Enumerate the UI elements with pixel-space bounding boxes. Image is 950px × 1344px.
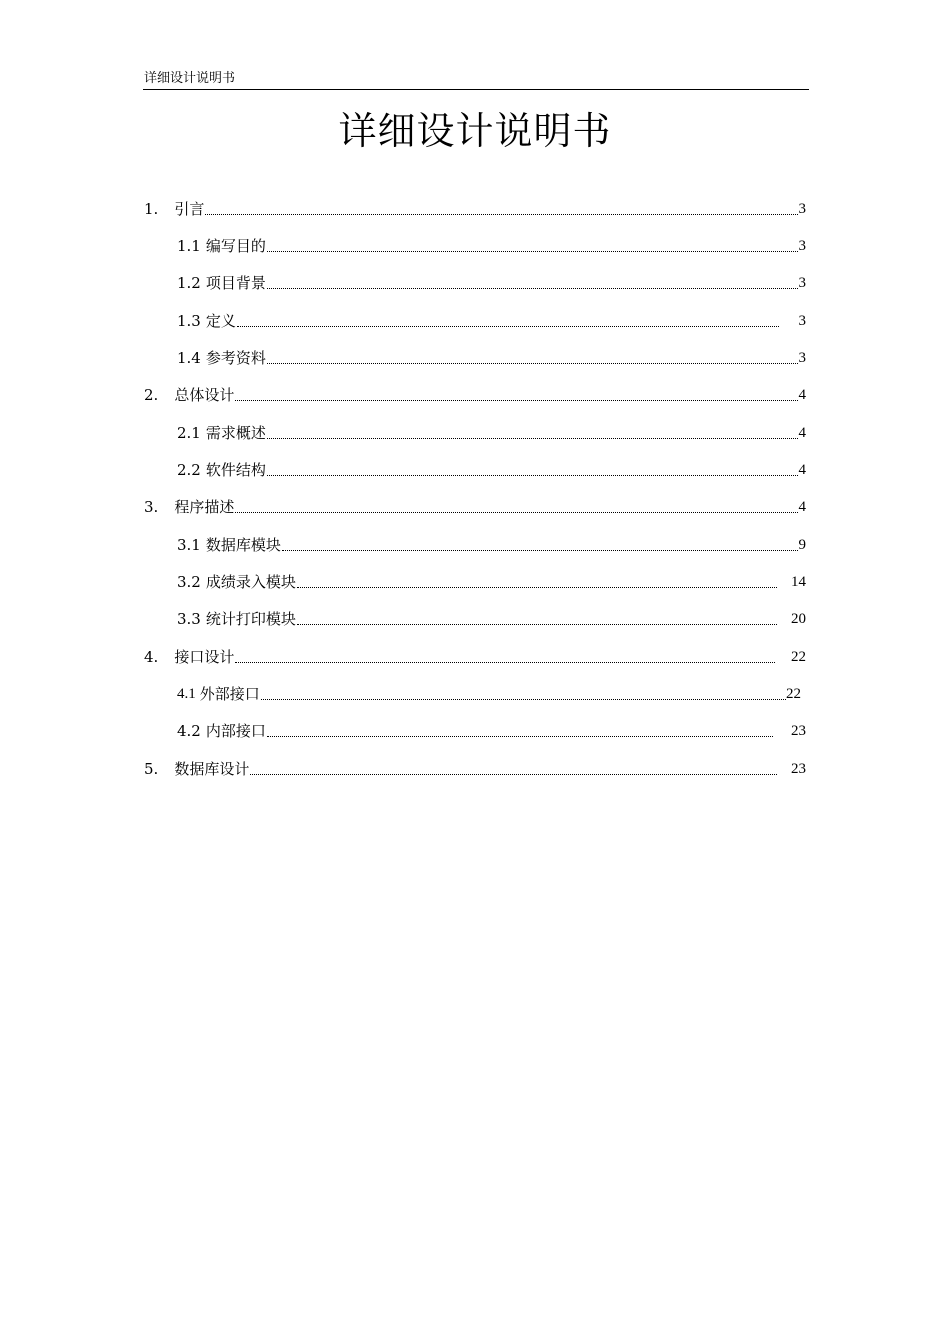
toc-leader <box>261 699 786 700</box>
toc-number: 4. <box>144 648 159 666</box>
toc-leader <box>297 624 777 625</box>
toc-label: 内部接口 <box>205 722 266 740</box>
toc-number: 1.2 <box>177 274 201 292</box>
toc-leader <box>297 587 777 588</box>
toc-page: 3 <box>798 313 806 329</box>
document-title: 详细设计说明书 <box>338 109 612 153</box>
toc-entry-2-1[interactable] <box>177 423 806 443</box>
toc-number: 2. <box>144 386 159 404</box>
toc-label: 编写目的 <box>205 237 266 255</box>
toc-number: 2.2 <box>177 461 201 479</box>
toc-page: 3 <box>798 201 806 217</box>
toc-page: 20 <box>791 611 806 627</box>
toc-label: 成绩录入模块 <box>205 573 296 591</box>
toc-label: 数据库设计 <box>174 760 250 778</box>
toc-leader <box>267 288 798 289</box>
toc-leader <box>205 214 797 215</box>
toc-number: 2.1 <box>177 424 201 442</box>
toc-number: 1.4 <box>177 349 201 367</box>
toc-number: 1. <box>144 200 159 218</box>
toc-number: 3.2 <box>177 573 201 591</box>
toc-entry-2-2[interactable] <box>177 460 806 480</box>
toc-label: 定义 <box>205 312 236 330</box>
toc-number: 5. <box>144 760 159 778</box>
toc-entry-1-2[interactable] <box>177 273 806 293</box>
toc-page: 3 <box>798 275 806 291</box>
toc-leader <box>250 774 777 775</box>
toc-number: 3.3 <box>177 610 201 628</box>
toc-entry-2[interactable] <box>144 385 806 405</box>
toc-page: 14 <box>791 574 806 590</box>
toc-label: 统计打印模块 <box>205 610 296 628</box>
toc-page: 4 <box>798 462 806 478</box>
toc-label: 引言 <box>174 200 205 218</box>
toc-label: 接口设计 <box>174 648 235 666</box>
toc-number: 4.1 <box>177 686 196 702</box>
toc-page: 9 <box>798 537 806 553</box>
toc-number: 3. <box>144 498 159 516</box>
toc-label: 外部接口 <box>199 685 260 703</box>
toc-entry-1-3[interactable] <box>177 311 806 331</box>
toc-number: 3.1 <box>177 536 201 554</box>
toc-label: 程序描述 <box>174 498 235 516</box>
toc-entry-1[interactable] <box>144 199 806 219</box>
toc-page: 22 <box>786 686 801 702</box>
toc-label: 数据库模块 <box>205 536 281 554</box>
toc-page: 4 <box>798 425 806 441</box>
toc-leader <box>267 736 773 737</box>
toc-leader <box>282 550 798 551</box>
toc-entry-3-3[interactable] <box>177 609 806 629</box>
toc-entry-4-2[interactable] <box>177 721 806 741</box>
toc-leader <box>237 326 779 327</box>
toc-page: 23 <box>791 723 806 739</box>
toc-leader <box>267 438 798 439</box>
toc-page: 22 <box>791 649 806 665</box>
toc-number: 4.2 <box>177 722 201 740</box>
running-title: 详细设计说明书 <box>144 71 236 86</box>
toc-page: 3 <box>798 350 806 366</box>
toc-label: 需求概述 <box>205 424 266 442</box>
toc-leader <box>267 475 798 476</box>
toc-entry-4-1[interactable] <box>177 684 801 704</box>
toc-page: 4 <box>798 499 806 515</box>
toc-entry-1-4[interactable] <box>177 348 806 368</box>
toc-page: 3 <box>798 238 806 254</box>
toc-label: 软件结构 <box>205 461 266 479</box>
toc-entry-3-1[interactable] <box>177 535 806 555</box>
toc-number: 1.3 <box>177 312 201 330</box>
toc-leader <box>267 363 798 364</box>
toc-entry-5[interactable] <box>144 759 806 779</box>
toc-page: 4 <box>798 387 806 403</box>
toc-label: 参考资料 <box>205 349 266 367</box>
toc-page: 23 <box>791 761 806 777</box>
toc-number: 1.1 <box>177 237 201 255</box>
toc-entry-1-1[interactable] <box>177 236 806 256</box>
toc-leader <box>235 512 797 513</box>
toc-leader <box>267 251 798 252</box>
toc-entry-3-2[interactable] <box>177 572 806 592</box>
toc-entry-4[interactable] <box>144 647 806 667</box>
toc-label: 项目背景 <box>205 274 266 292</box>
toc-leader <box>235 400 797 401</box>
toc-label: 总体设计 <box>174 386 235 404</box>
toc-leader <box>235 662 775 663</box>
toc-entry-3[interactable] <box>144 497 806 517</box>
